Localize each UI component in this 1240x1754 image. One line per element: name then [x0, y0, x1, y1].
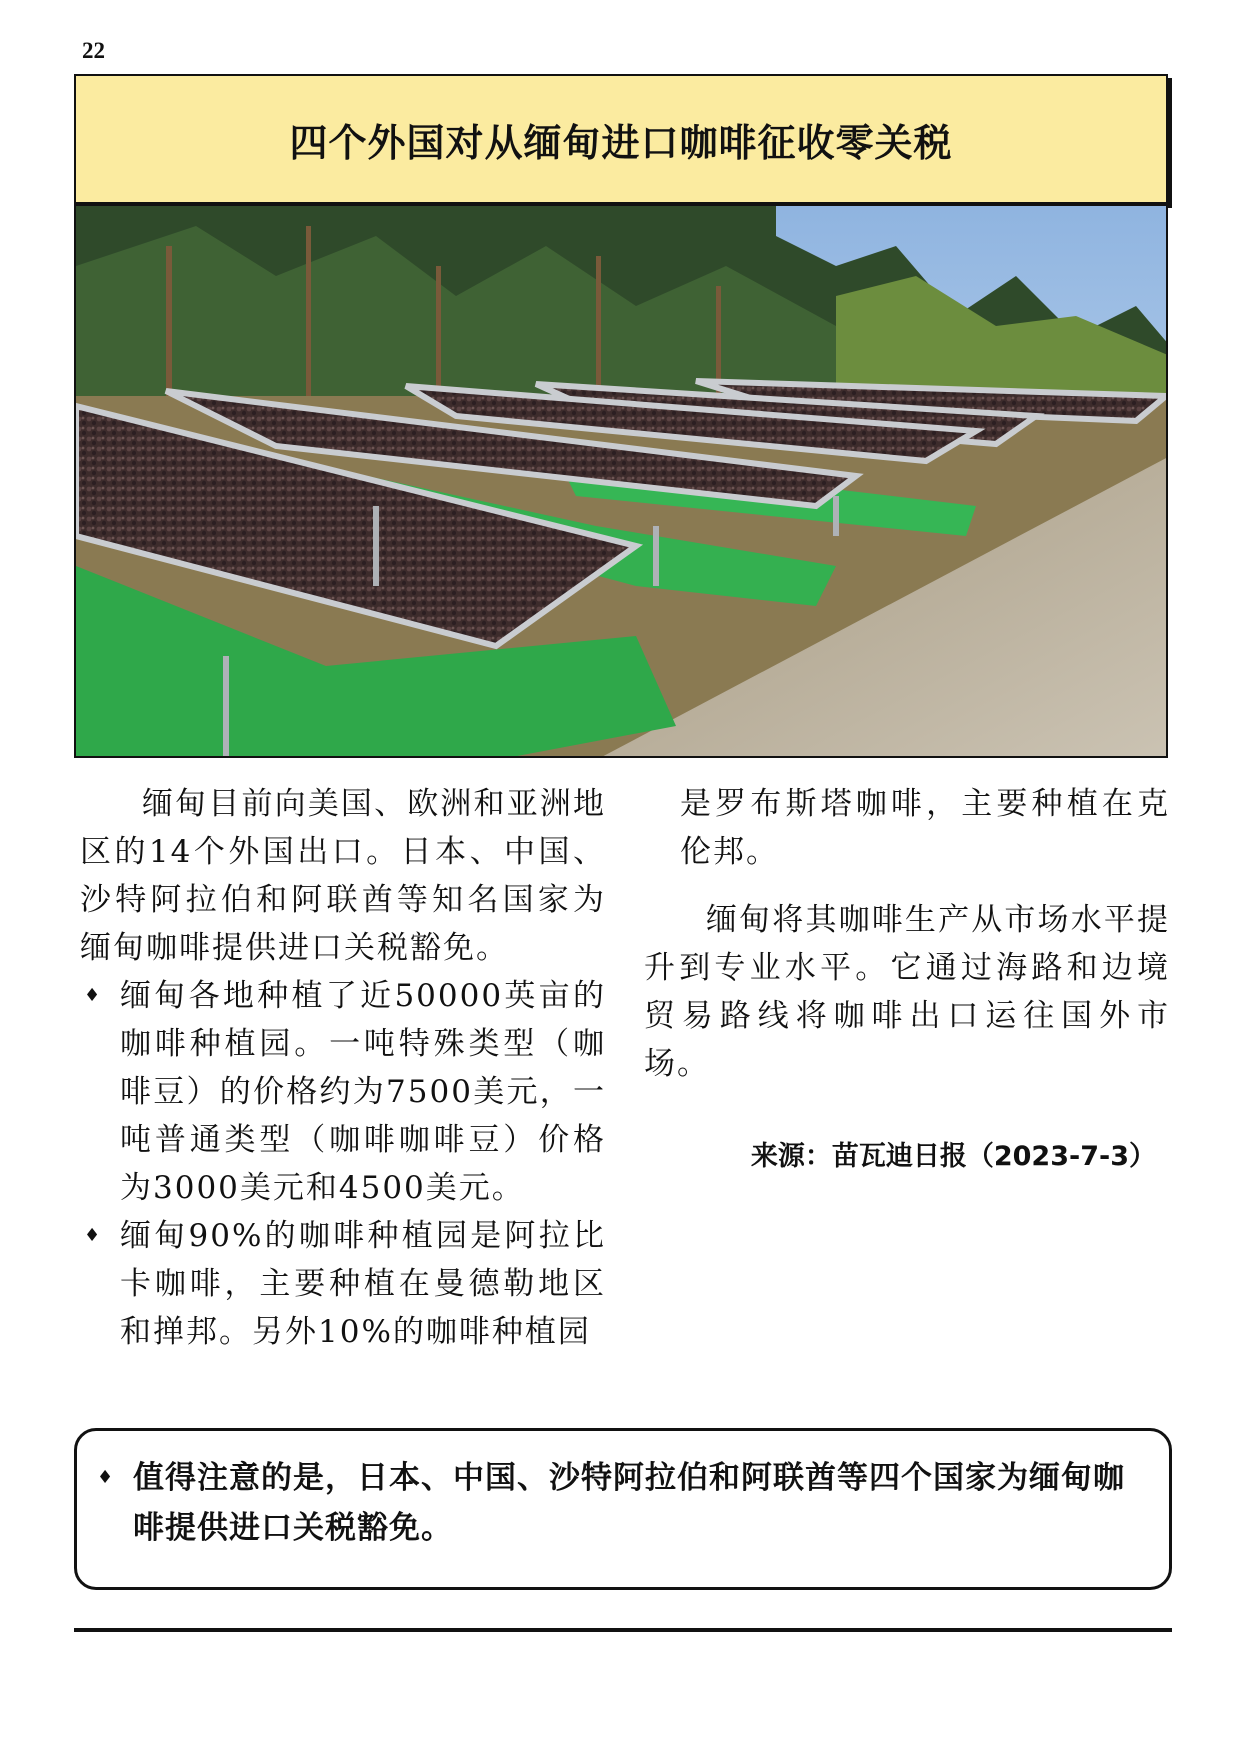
diamond-bullet-icon: ♦ [97, 1467, 114, 1488]
title-banner [74, 74, 1168, 204]
coffee-drying-photo [74, 204, 1168, 758]
note-text: 值得注意的是，日本、中国、沙特阿拉伯和阿联酋等四个国家为缅甸咖啡提供进口关税豁免。 [133, 1460, 1125, 1546]
left-column [80, 780, 606, 1356]
bottom-divider [74, 1628, 1172, 1632]
bullet-text: 缅甸各地种植了近50000英亩的咖啡种植园。一吨特殊类型（咖啡豆）的价格约为7500美元，一吨普通类型（咖啡咖啡豆）价格为3000美元和4500美元。 [120, 978, 606, 1206]
body-paragraph: 缅甸将其咖啡生产从市场水平提升到专业水平。它通过海路和边境贸易路线将咖啡出口运往国外市场。 [644, 902, 1170, 1082]
article-title: 四个外国对从缅甸进口咖啡征收零关税 [289, 120, 953, 165]
diamond-bullet-icon: ♦ [84, 1225, 103, 1246]
source-citation: 来源：苗瓦迪日报（2023-7-3） [750, 1141, 1156, 1172]
right-column [644, 780, 1170, 1088]
highlight-note-box [74, 1428, 1172, 1590]
continuation-paragraph: 是罗布斯塔咖啡，主要种植在克伦邦。 [680, 786, 1170, 870]
page-number: 22 [82, 38, 105, 63]
intro-paragraph: 缅甸目前向美国、欧洲和亚洲地区的14个外国出口。日本、中国、沙特阿拉伯和阿联酋等知名国家为缅甸咖啡提供进口关税豁免。 [80, 786, 606, 966]
diamond-bullet-icon: ♦ [84, 985, 103, 1006]
bullet-item [80, 1212, 606, 1356]
bullet-item [80, 972, 606, 1212]
bullet-text: 缅甸90%的咖啡种植园是阿拉比卡咖啡，主要种植在曼德勒地区和掸邦。另外10%的咖啡种植园 [120, 1218, 606, 1350]
